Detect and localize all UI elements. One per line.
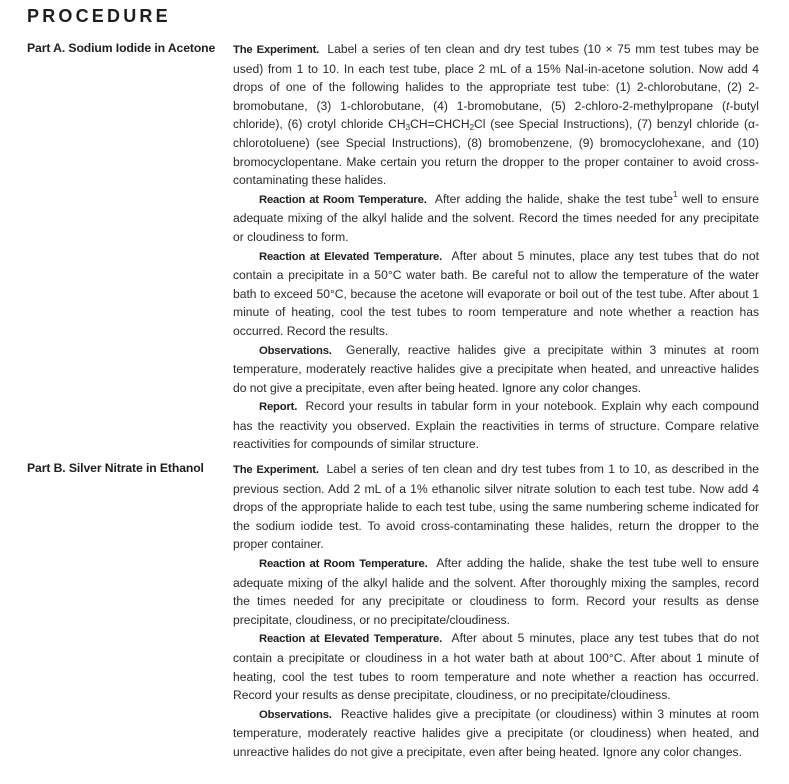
footnote-marker: 1 [673,189,678,199]
part-a-experiment-heading: The Experiment. [233,44,320,56]
part-b-room-text: After adding the halide, shake the test tube well to ensure adequate mixing of the alkyl halide and the solvent. After thoroughly mixing the samples, record the times needed for any precipitate or cloudiness to form. Record your results as dense precipitate, cloudiness, or no precipitate/cloudiness. [233,555,759,627]
subscript-3: 3 [405,123,411,133]
part-a-room-paragraph [233,190,759,247]
part-a-body [233,40,759,454]
part-b-body [233,460,759,762]
part-a-experiment-text-3: CH=CHCH [410,117,470,132]
part-b-room-heading: Reaction at Room Temperature. [259,557,428,570]
part-a-observations-paragraph [233,341,759,398]
part-a-experiment-text-2: -butyl chloride), (6) crotyl chloride CH [233,98,759,132]
part-a-room-text-2: well to ensure adequate mixing of the alkyl halide and the solvent. Record the times needed for any precipitate or cloudiness to form. [233,191,759,244]
part-b-observations-heading: Observations. [259,708,332,721]
part-a-report-paragraph [233,397,759,454]
part-b-experiment-text: Label a series of ten clean and dry test tubes from 1 to 10, as described in the previous section. Add 2 mL of a 1% ethanolic silver nitrate solution to each test tube. Now add 4 drops of the appropriate halide to each test tube, using the same numbering scheme indicated for the sodium iodide test. To avoid cross-contaminating these halides, return the dropper to the proper container. [233,462,759,552]
subscript-2: 2 [469,123,475,133]
part-b-observations-paragraph [233,705,759,762]
part-b-elevated-paragraph [233,629,759,704]
part-b-room-paragraph [233,554,759,629]
part-a-label: Part A. Sodium Iodide in Acetone [27,41,216,55]
tert-prefix: t [726,98,730,113]
part-a-experiment-paragraph [233,40,759,190]
part-a-elevated-heading: Reaction at Elevated Temperature. [259,250,443,263]
part-b-label: Part B. Silver Nitrate in Ethanol [27,461,204,475]
part-a-room-text-1: After adding the halide, shake the test tube [434,191,674,206]
part-a-elevated-paragraph [233,247,759,341]
part-a-observations-text: Generally, reactive halides give a precipitate within 3 minutes at room temperature, moderately reactive halides give a precipitate when heated, and unreactive halides do not give a precipitate, even after being heated. Ignore any color changes. [233,342,759,395]
part-b-experiment-paragraph [233,460,759,554]
part-a-observations-heading: Observations. [259,344,332,357]
part-a-experiment-text-1: Label a series of ten clean and dry test tubes (10 × 75 mm test tubes may be used) from 1 to 10. In each test tube, place 2 mL of a 15% NaI-in-acetone solution. Now add 4 drops of one of the following halides to the appropriate test tube: (1) 2-chlorobutane, (2) 2-bromobutane, (3) 1-chlorobutane, (4) 1-bromobutane, (5) 2-chloro-2-methylpropane ( [233,42,759,113]
part-a-experiment-text-4: Cl (see Special Instructions), (7) benzyl chloride (α-chlorotoluene) (see Special Instructions), (8) bromobenzene, (9) bromocyclohexane, and (10) bromocyclopentane. Make certain you return the dropper to the proper container to avoid cross-contaminating these halides. [233,117,759,188]
part-b-experiment-heading: The Experiment. [233,464,319,476]
part-b-elevated-text: After about 5 minutes, place any test tubes that do not contain a precipitate or cloudiness in a hot water bath at about 100°C. After about 1 minute of heating, cool the test tubes to room temperature and note whether a reaction has occurred. Record your results as dense precipitate, cloudiness, or no precipitate/cloudiness. [233,631,759,703]
part-a-room-heading: Reaction at Room Temperature. [259,193,427,206]
part-b-elevated-heading: Reaction at Elevated Temperature. [259,633,443,646]
part-b-observations-text: Reactive halides give a precipitate (or cloudiness) within 3 minutes at room temperature, moderately reactive halides give a precipitate (or cloudiness) when heated, and unreactive halides do not give a precipitate, even after being heated. Ignore any color changes. [233,706,759,759]
part-a-elevated-text: After about 5 minutes, place any test tubes that do not contain a precipitate in a 50°C water bath. Be careful not to allow the temperature of the water bath to exceed 50°C, because the acetone will evaporate or boil out of the test tube. After about 1 minute of heating, cool the test tubes to room temperature and note whether a reaction has occurred. Record the results. [233,248,759,338]
part-a-report-heading: Report. [259,401,298,414]
page-heading: PROCEDURE [27,6,171,26]
part-a-report-text: Record your results in tabular form in your notebook. Explain why each compound has the reactivity you observed. Explain the reactivities in terms of structure. Compare relative reactivities for compounds of similar structure. [233,399,759,452]
